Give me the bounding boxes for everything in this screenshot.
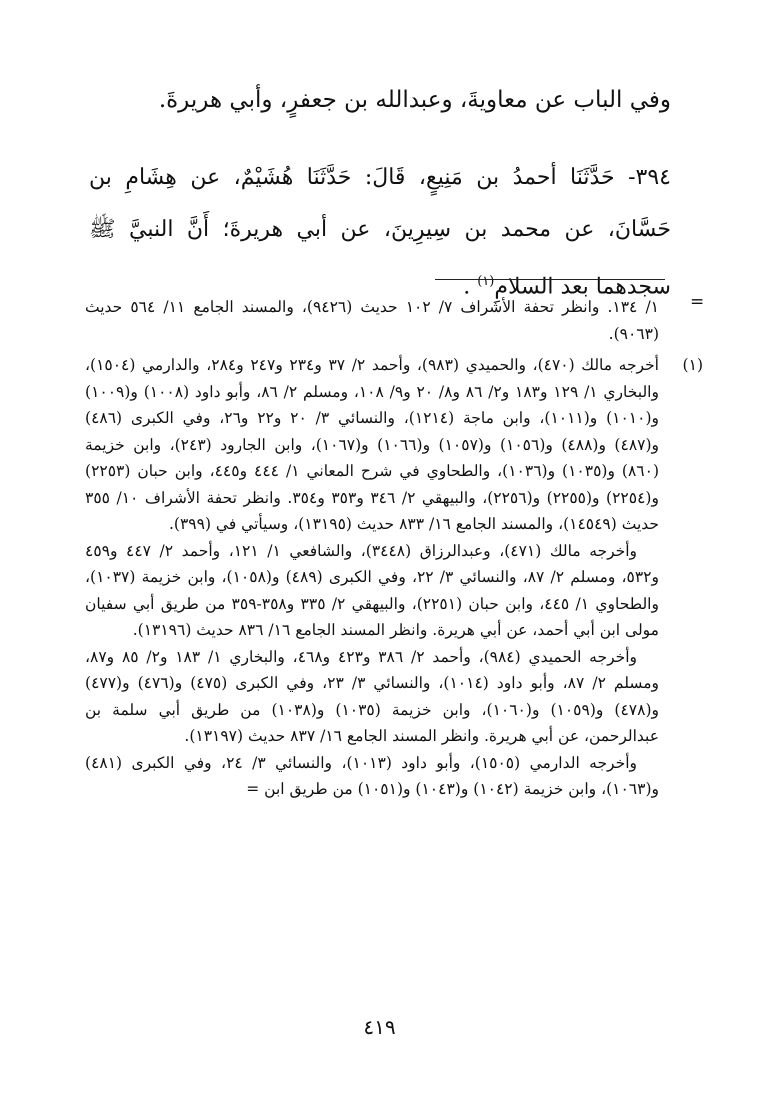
hadith-body: ٣٩٤- حَدَّثَنَا أحمدُ بن مَنِيعٍ، قَالَ: حَدَّثَنَا هُشَيْمٌ، عن هِشَامِ بن حَسَّانَ، عن محمد بن سِيرِينَ، عن أبي هريرةَ؛ أَنَّ النبيَّ ﷺ سجدهما بعد السلامِ (89, 165, 671, 300)
continuation-mark: = (690, 292, 705, 312)
footnote-reference: (١) (477, 274, 495, 289)
footnote-paragraph: وأخرجه الحميدي (٩٨٤)، وأحمد ٢/ ٣٨٦ و٤٢٣ و٤٦٨، والبخاري ١/ ١٨٣ و٢/ ٨٥ و٨٧، ومسلم ٢/ ٨٧، وأبو داود (١٠١٤)، والنسائي ٣/ ٢٣، وفي الكبرى (٤٧٥) و(٤٧٦) و(٤٧٧) و(٤٧٨) و(١٠٥٩) و(١٠٦٠)، وابن خزيمة (١٠٣٥) و(١٠٣٨) من طريق أبي سلمة بن عبدالرحمن، عن أبي هريرة. وانظر المسند الجامع ١٦/ ٨٣٧ حديث (١٣١٩٧). (85, 647, 659, 745)
hadith-text (89, 152, 671, 313)
footnote-paragraph: أخرجه مالك (٤٧٠)، والحميدي (٩٨٣)، وأحمد ٢/ ٣٧ و٢٣٤ و٢٤٧ و٢٨٤، والدارمي (١٥٠٤)، والبخاري ١/ ١٢٩ و١٨٣ و٢/ ٨٦ و٨/ ٢٠ و٩/ ١٠٨، ومسلم ٢/ ٨٦، وأبو داود (١٠٠٨) و(١٠٠٩) و(١٠١٠) و(١٠١١)، وابن ماجة (١٢١٤)، والنسائي ٣/ ٢٠ و٢٢ و٢٦، وفي الكبرى (٤٨٦) و(٤٨٧) و(٤٨٨) و(١٠٥٦) و(١٠٥٧) و(١٠٦٦) و(١٠٦٧)، وابن الجارود (٢٤٣)، وابن خزيمة (٨٦٠) و(١٠٣٥) و(١٠٣٦)، والطحاوي في شرح المعاني ١/ ٤٤٤ و٤٤٥، وابن حبان (٢٢٥٣) و(٢٢٥٤) و(٢٢٥٥) و(٢٢٥٦)، والبيهقي ٢/ ٣٤٦ و٣٥٣ و٣٥٤. وانظر تحفة الأشراف ١٠/ ٣٥٥ حديث (١٤٥٤٩)، والمسند الجامع ١٦/ ٨٣٣ حديث (١٣١٩٥)، وسيأتي في (٣٩٩). (85, 356, 660, 533)
footnote-paragraph: وأخرجه مالك (٤٧١)، وعبدالرزاق (٣٤٤٨)، والشافعي ١/ ١٢١، وأحمد ٢/ ٤٤٧ و٤٥٩ و٥٣٢، ومسلم ٢/ ٨٧، والنسائي ٣/ ٢٢، وفي الكبرى (٤٨٩) و(١٠٥٨)، وابن خزيمة (١٠٣٧)، والطحاوي ١/ ٤٤٥، وابن حبان (٢٢٥١)، والبيهقي ٢/ ٣٣٥ و٣٥٨-٣٥٩ من طريق أبي سفيان مولى ابن أبي أحمد، عن أبي هريرة. وانظر المسند الجامع ١٦/ ٨٣٦ حديث (١٣١٩٦). (85, 541, 659, 639)
main-text-line: وفي الباب عن معاويةَ، وعبدالله بن جعفرٍ، وأبي هريرةَ. (158, 87, 671, 113)
footnote-number: (١) (682, 356, 703, 374)
page-number: ٤١٩ (363, 1015, 396, 1039)
hadith-end: . (463, 274, 478, 300)
footnote-paragraph: وأخرجه الدارمي (١٥٠٥)، وأبو داود (١٠١٣)، والنسائي ٣/ ٢٤، وفي الكبرى (٤٨١) و(١٠٦٣)، وابن خزيمة (١٠٤٢) و(١٠٤٣) و(١٠٥١) من طريق ابن = (85, 753, 659, 798)
footnote-divider (435, 279, 665, 280)
footnote-body (85, 352, 659, 803)
footnote-continuation: ١/ ١٣٤. وانظر تحفة الأشراف ٧/ ١٠٢ حديث (٩٤٢٦)، والمسند الجامع ١١/ ٥٦٤ حديث (٩٠٦٣). (85, 298, 659, 343)
